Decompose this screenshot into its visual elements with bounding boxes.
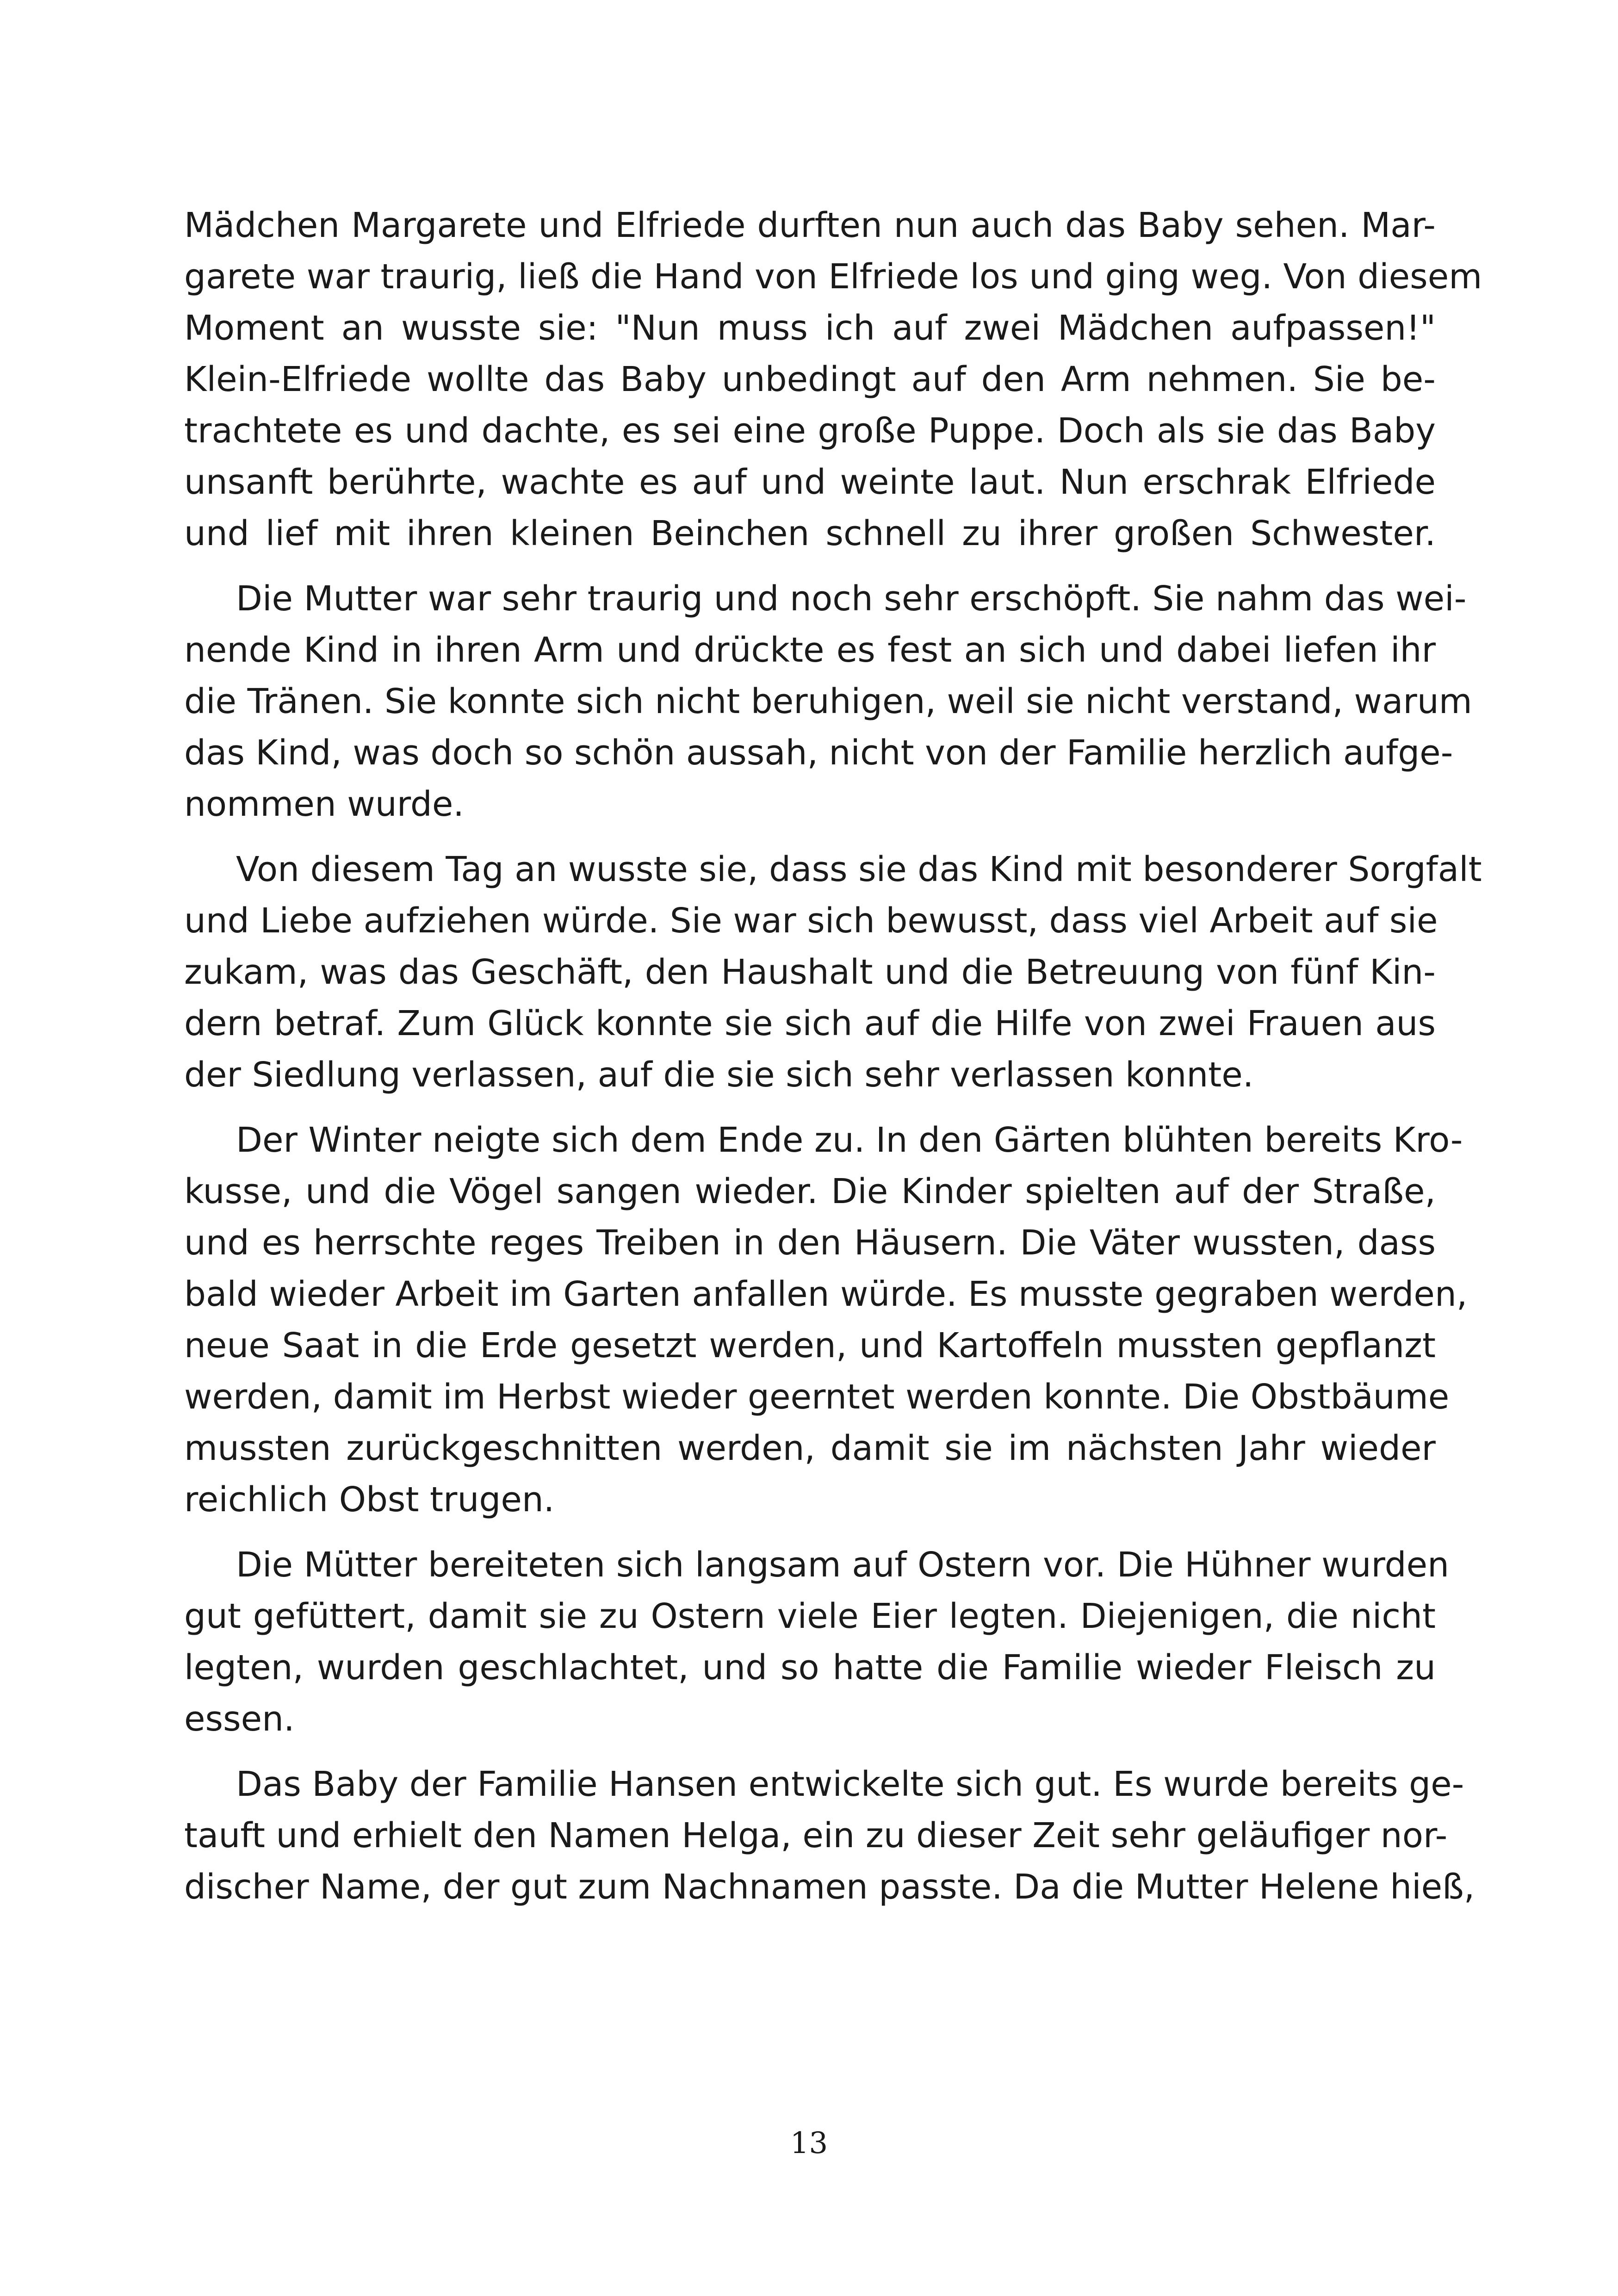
- text-line: Das Baby der Familie Hansen entwickelte sich gut. Es wurde bereits ge-: [236, 1764, 1464, 1804]
- text-line: bald wieder Arbeit im Garten anfallen würde. Es musste gegraben werden,: [184, 1274, 1468, 1314]
- text-line: tauft und erhielt den Namen Helga, ein zu dieser Zeit sehr geläufiger nor-: [184, 1816, 1448, 1855]
- paragraph: [184, 1759, 1475, 1913]
- paragraph: [184, 200, 1482, 559]
- text-line: essen.: [184, 1699, 295, 1739]
- text-line: und Liebe aufziehen würde. Sie war sich bewusst, dass viel Arbeit auf sie: [184, 901, 1438, 941]
- text-line: werden, damit im Herbst wieder geerntet werden konnte. Die Obstbäume: [184, 1377, 1450, 1417]
- text-line: Die Mütter bereiteten sich langsam auf Ostern vor. Die Hühner wurden: [236, 1545, 1450, 1585]
- page-number: 13: [790, 2126, 828, 2160]
- paragraph: [184, 844, 1482, 1101]
- text-line: nommen wurde.: [184, 784, 464, 824]
- text-line: dern betraf. Zum Glück konnte sie sich auf die Hilfe von zwei Frauen aus: [184, 1004, 1436, 1043]
- text-line: zukam, was das Geschäft, den Haushalt und die Betreuung von fünf Kin-: [184, 952, 1436, 992]
- text-line: kusse, und die Vögel sangen wieder. Die Kinder spielten auf der Straße,: [184, 1172, 1436, 1211]
- text-line: das Kind, was doch so schön aussah, nicht von der Familie herzlich aufge-: [184, 733, 1453, 773]
- text-line: gut gefüttert, damit sie zu Ostern viele Eier legten. Diejenigen, die nicht: [184, 1596, 1436, 1636]
- text-line: Moment an wusste sie: "Nun muss ich auf zwei Mädchen aufpassen!": [184, 308, 1436, 348]
- text-line: und es herrschte reges Treiben in den Häusern. Die Väter wussten, dass: [184, 1223, 1436, 1263]
- body-text: [184, 200, 1482, 1913]
- text-line: discher Name, der gut zum Nachnamen passte. Da die Mutter Helene hieß,: [184, 1867, 1475, 1907]
- text-line: mussten zurückgeschnitten werden, damit sie im nächsten Jahr wieder: [184, 1428, 1436, 1468]
- text-line: und lief mit ihren kleinen Beinchen schnell zu ihrer großen Schwester.: [184, 514, 1436, 553]
- paragraph: [184, 573, 1472, 830]
- text-line: trachtete es und dachte, es sei eine große Puppe. Doch als sie das Baby: [184, 411, 1436, 451]
- text-line: unsanft berührte, wachte es auf und weinte laut. Nun erschrak Elfriede: [184, 462, 1436, 502]
- text-line: Der Winter neigte sich dem Ende zu. In den Gärten blühten bereits Kro-: [236, 1120, 1463, 1160]
- paragraph: [184, 1539, 1450, 1745]
- text-line: legten, wurden geschlachtet, und so hatte die Familie wieder Fleisch zu: [184, 1648, 1436, 1688]
- text-line: reichlich Obst trugen.: [184, 1480, 555, 1520]
- text-line: der Siedlung verlassen, auf die sie sich sehr verlassen konnte.: [184, 1055, 1254, 1095]
- text-line: die Tränen. Sie konnte sich nicht beruhigen, weil sie nicht verstand, warum: [184, 682, 1472, 721]
- text-line: garete war traurig, ließ die Hand von Elfriede los und ging weg. Von diesem: [184, 257, 1482, 297]
- text-line: Mädchen Margarete und Elfriede durften nun auch das Baby sehen. Mar-: [184, 205, 1436, 245]
- text-line: Von diesem Tag an wusste sie, dass sie das Kind mit besonderer Sorgfalt: [236, 850, 1482, 889]
- paragraph: [184, 1115, 1468, 1526]
- text-line: nende Kind in ihren Arm und drückte es fest an sich und dabei liefen ihr: [184, 630, 1436, 670]
- text-line: Die Mutter war sehr traurig und noch sehr erschöpft. Sie nahm das wei-: [236, 579, 1467, 619]
- text-line: neue Saat in die Erde gesetzt werden, und Kartoffeln mussten gepflanzt: [184, 1326, 1436, 1365]
- text-line: Klein-Elfriede wollte das Baby unbedingt auf den Arm nehmen. Sie be-: [184, 360, 1436, 399]
